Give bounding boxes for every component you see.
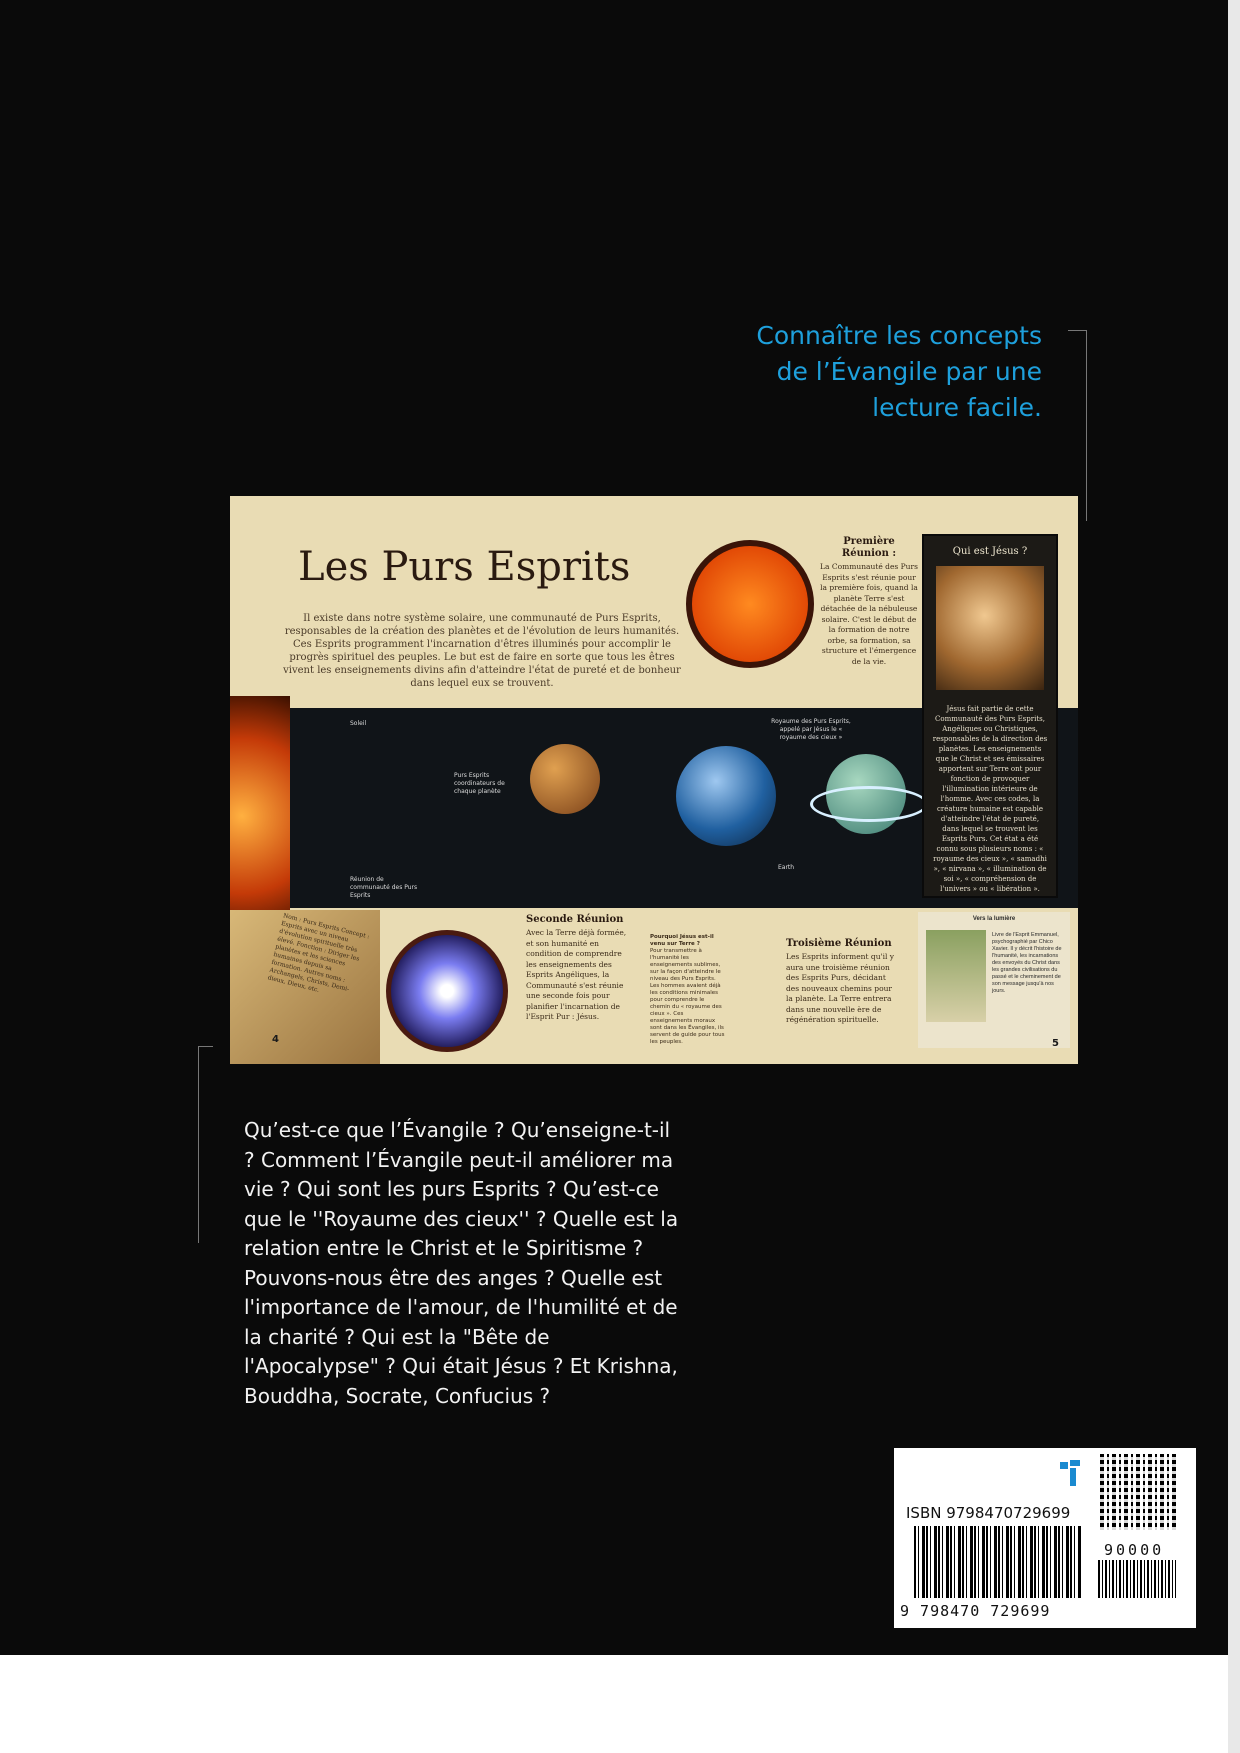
body-bracket bbox=[198, 1046, 213, 1243]
page-edge bbox=[1228, 0, 1240, 1753]
star-illustration bbox=[386, 930, 508, 1052]
planet-earth bbox=[676, 746, 776, 846]
planet-ring bbox=[810, 786, 928, 822]
sample-spread-image bbox=[230, 496, 1078, 1064]
lumiere-text: Livre de l'Esprit Emmanuel, psychographié par Chico Xavier. Il y décrit l'histoire de l'humanité, les incarnations des envoyés du Christ dans les grandes civilisations du passé et le cheminement de son message jusqu'à nos jours. bbox=[992, 932, 1062, 994]
why-jesus-heading: Pourquoi Jésus est-il venu sur Terre ? bbox=[650, 934, 714, 947]
jesus-portrait bbox=[936, 566, 1044, 690]
publisher-logo-icon bbox=[1060, 1460, 1082, 1486]
barcode-digits: 9 798470 729699 bbox=[900, 1602, 1051, 1620]
addon-bars bbox=[1098, 1560, 1176, 1598]
spread-title: Les Purs Esprits bbox=[298, 544, 631, 590]
third-meeting-text: Les Esprits informent qu'il y aura une troisième réunion des Esprits Purs, décidant des nouveaux chemins pour la planète. La Terre entrera dans une nouvelle ère de régénération spirituelle. bbox=[786, 952, 895, 1024]
label-kingdom: Royaume des Purs Esprits, appelé par Jésus le « royaume des cieux » bbox=[771, 718, 851, 741]
open-book-illustration bbox=[230, 910, 380, 1064]
tagline-bracket bbox=[1068, 330, 1087, 521]
why-jesus-box bbox=[650, 934, 726, 1046]
sun-flare bbox=[230, 696, 290, 936]
label-earth: Earth bbox=[778, 864, 795, 871]
page-number-right: 5 bbox=[1052, 1038, 1059, 1049]
label-meeting: Réunion de communauté des Purs Esprits bbox=[350, 876, 418, 899]
book-note: Nom : Purs Esprits Concept : Esprits avec un niveau d'évolution spirituelle très élevé. Fonction : Diriger les planètes et les sciences humaines depuis sa formation. Autres noms : Archangels, Christs, Demi-dieux, Dieux, etc. bbox=[266, 912, 371, 994]
back-cover-questions: Qu’est-ce que l’Évangile ? Qu’enseigne-t-il ? Comment l’Évangile peut-il améliorer ma vie ? Qui sont les purs Esprits ? Qu’est-ce que le ''Royaume des cieux'' ? Quelle est la relation entre le Christ et le Spiritisme ? Pouvons-nous être des anges ? Quelle est l'importance de l'amour, de l'humilité et de la charité ? Qui est la "Bête de l'Apocalypse" ? Qui était Jésus ? Et Krishna, Bouddha, Socrate, Confucius ? bbox=[244, 1118, 679, 1408]
jesus-text: Jésus fait partie de cette Communauté des Purs Esprits, Angéliques ou Christiques, responsables de la direction des planètes. Les enseignements que le Christ et ses émissaires apportent sur Terre ont pour fonction de provoquer l'illumination intérieure de l'homme. Avec ces codes, la créature humaine est capable d'atteindre l'état de pureté, dans lequel se trouvent les Esprits Purs. Cet état a été connu sous plusieurs noms : « royaume des cieux », « samadhi », « nirvana », « illumination de soi », « compréhension de l'univers » ou « libération ». bbox=[932, 705, 1048, 893]
spread-intro: Il existe dans notre système solaire, une communauté de Purs Esprits, responsables de la création des planètes et de l'évolution de leurs humanités. Ces Esprits programment l'incarnation d'êtres illuminés pour accomplir le progrès spirituel des peuples. Le but est de faire en sorte que tous les êtres vivent les enseignements divins afin d'atteindre l'état de pureté et de bonheur dans lequel eux se trouvent. bbox=[283, 613, 681, 689]
lumiere-heading: Vers la lumière bbox=[972, 916, 1016, 922]
label-sun: Soleil bbox=[350, 720, 367, 727]
first-meeting-text: La Communauté des Purs Esprits s'est réunie pour la première fois, quand la planète Terre s'est détachée de la nébuleuse solaire. C'est le début de la formation de notre orbe, sa formation, sa structure et l'émergence de la vie. bbox=[820, 562, 918, 666]
jesus-sidebar bbox=[922, 534, 1058, 898]
page-number-left: 4 bbox=[272, 1034, 279, 1045]
second-meeting-heading: Seconde Réunion bbox=[526, 914, 624, 925]
first-meeting-heading: Première Réunion : bbox=[841, 536, 897, 559]
label-coordinators: Purs Esprits coordinateurs de chaque planète bbox=[454, 772, 505, 795]
qr-code bbox=[1100, 1454, 1176, 1530]
lumiere-book-cover bbox=[926, 930, 986, 1022]
isbn-label: ISBN 9798470729699 bbox=[906, 1504, 1071, 1522]
third-meeting-heading: Troisième Réunion bbox=[786, 938, 892, 949]
lumiere-box bbox=[918, 912, 1070, 1048]
barcode-addon: 90000 bbox=[1104, 1541, 1165, 1559]
tagline: Connaître les concepts de l’Évangile par une lecture facile. bbox=[756, 321, 1042, 422]
second-meeting-text: Avec la Terre déjà formée, et son humanité en condition de comprendre les enseignements des Esprits Angéliques, la Communauté s'est réunie une seconde fois pour planifier l'incarnation de l'Esprit Pur : Jésus. bbox=[526, 928, 627, 1021]
barcode-bars bbox=[914, 1526, 1082, 1598]
why-jesus-text: Pour transmettre à l'humanité les enseignements sublimes, sur la façon d'atteindre le niveau des Purs Esprits. Les hommes avaient déjà les conditions minimales pour comprendre le chemin du « royaume des cieux ». Ces enseignements moraux sont dans les Évangiles, ils servent de guide pour tous les peuples. bbox=[650, 948, 725, 1045]
sun-illustration bbox=[686, 540, 814, 668]
barcode-box bbox=[894, 1448, 1196, 1628]
planet-mars bbox=[530, 744, 600, 814]
jesus-heading: Qui est Jésus ? bbox=[952, 546, 1028, 557]
